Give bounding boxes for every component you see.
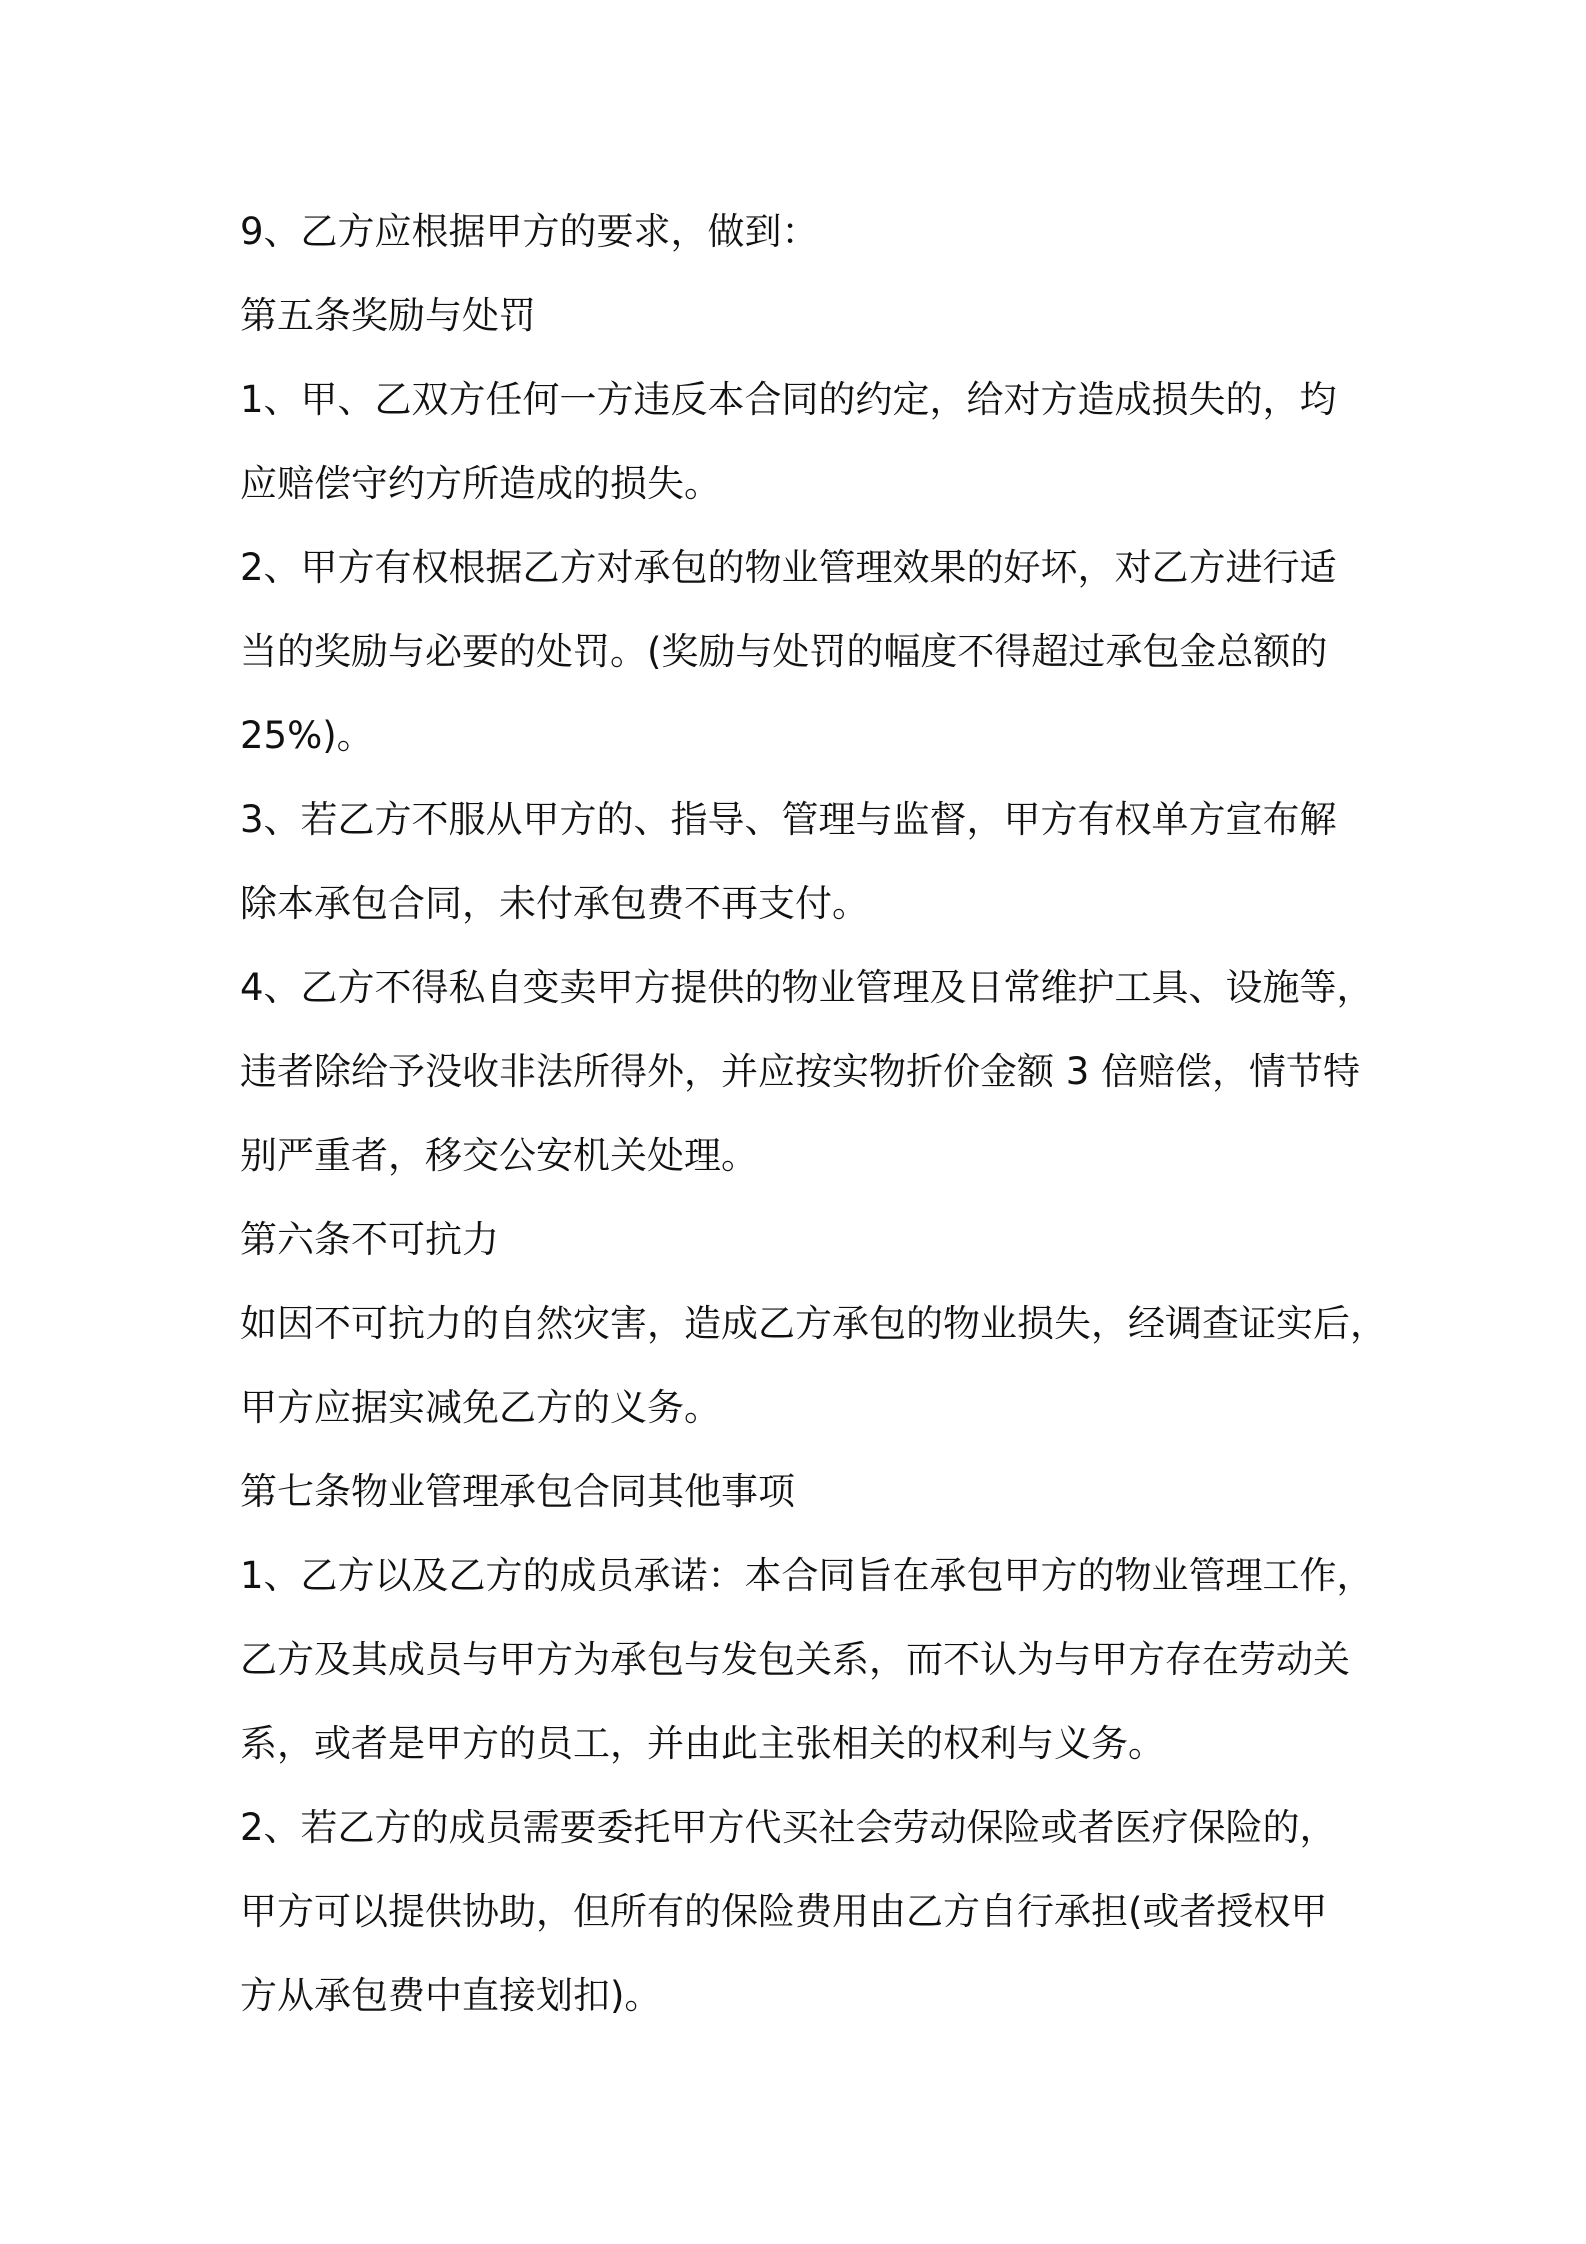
article-5-clause-3 xyxy=(240,778,1370,946)
article-7-clause-1 xyxy=(240,1534,1374,1786)
text-line: 3、若乙方不服从甲方的、指导、管理与监督，甲方有权单方宣布解 xyxy=(240,798,1337,841)
text-line: 应赔偿守约方所造成的损失。 xyxy=(240,462,721,505)
document-body xyxy=(240,190,1387,2038)
text-line: 甲方可以提供协助，但所有的保险费用由乙方自行承担(或者授权甲 xyxy=(240,1890,1328,1933)
text-line: 方从承包费中直接划扣)。 xyxy=(240,1974,662,2017)
text-line: 别严重者，移交公安机关处理。 xyxy=(240,1134,758,1177)
text-line: 1、甲、乙双方任何一方违反本合同的约定，给对方造成损失的，均 xyxy=(240,378,1337,421)
section-heading-article-6 xyxy=(240,1198,1370,1282)
article-6-body xyxy=(240,1282,1387,1450)
text-line: 如因不可抗力的自然灾害，造成乙方承包的物业损失，经调查证实后， xyxy=(240,1302,1387,1345)
text-line: 第五条奖励与处罚 xyxy=(240,294,536,337)
article-5-clause-1 xyxy=(240,358,1370,526)
text-line: 甲方应据实减免乙方的义务。 xyxy=(240,1386,721,1429)
article-7-clause-2 xyxy=(240,1786,1370,2038)
text-line: 当的奖励与必要的处罚。(奖励与处罚的幅度不得超过承包金总额的 xyxy=(240,630,1328,673)
text-line: 第七条物业管理承包合同其他事项 xyxy=(240,1470,795,1513)
text-line: 2、若乙方的成员需要委托甲方代买社会劳动保险或者医疗保险的， xyxy=(240,1806,1337,1849)
text-line: 第六条不可抗力 xyxy=(240,1218,499,1261)
clause-9 xyxy=(240,190,1370,274)
article-5-clause-2 xyxy=(240,526,1370,778)
text-line: 1、乙方以及乙方的成员承诺：本合同旨在承包甲方的物业管理工作， xyxy=(240,1554,1374,1597)
text-line: 4、乙方不得私自变卖甲方提供的物业管理及日常维护工具、设施等， xyxy=(240,966,1374,1009)
text-line: 25%)。 xyxy=(240,714,374,757)
text-line: 违者除给予没收非法所得外，并应按实物折价金额 3 倍赔偿，情节特 xyxy=(240,1050,1361,1093)
section-heading-article-5 xyxy=(240,274,1370,358)
text-line: 9、乙方应根据甲方的要求，做到： xyxy=(240,210,819,253)
article-5-clause-4 xyxy=(240,946,1374,1198)
text-line: 系，或者是甲方的员工，并由此主张相关的权利与义务。 xyxy=(240,1722,1165,1765)
text-line: 除本承包合同，未付承包费不再支付。 xyxy=(240,882,869,925)
section-heading-article-7 xyxy=(240,1450,1370,1534)
text-line: 2、甲方有权根据乙方对承包的物业管理效果的好坏，对乙方进行适 xyxy=(240,546,1337,589)
text-line: 乙方及其成员与甲方为承包与发包关系，而不认为与甲方存在劳动关 xyxy=(240,1638,1350,1681)
